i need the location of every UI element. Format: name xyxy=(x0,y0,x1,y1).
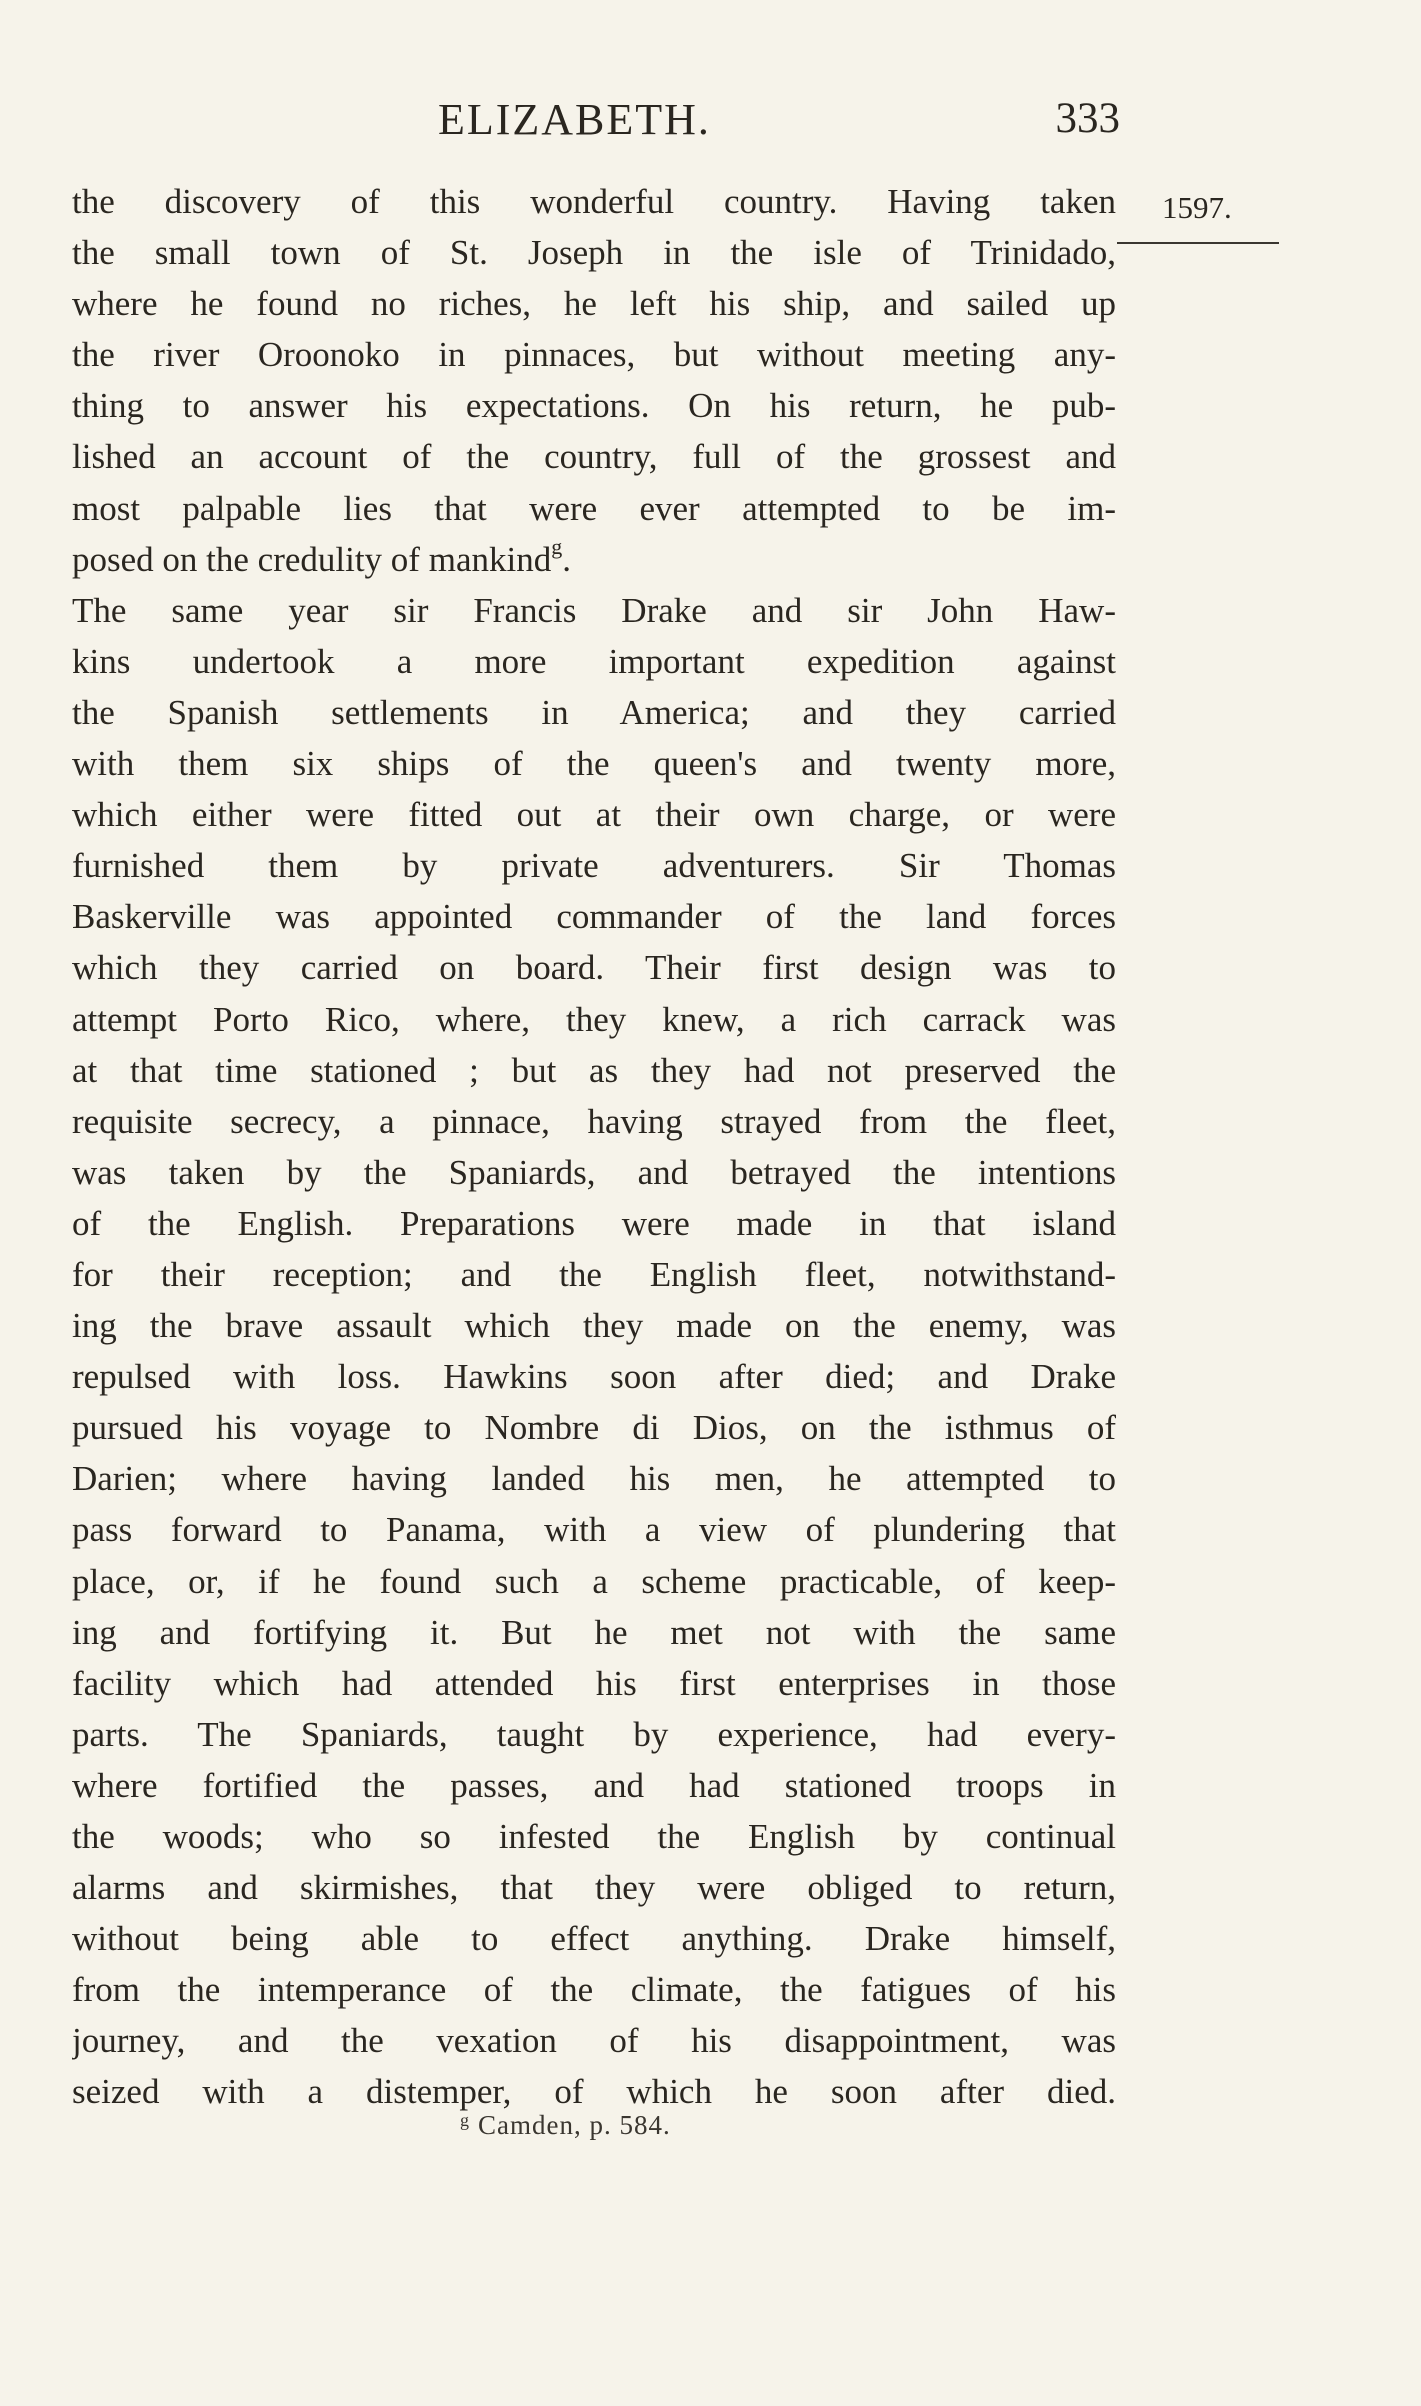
text-line: seized with a distemper, of which he soon after died. xyxy=(72,2072,1116,2112)
text-line: facility which had attended his first enterprises in those xyxy=(72,1663,1116,1703)
text-line: ing and fortifying it. But he met not with the same xyxy=(72,1612,1116,1652)
text-line: of the English. Preparations were made in that island xyxy=(72,1203,1116,1243)
text-line: for their reception; and the English fleet, notwithstand- xyxy=(72,1254,1116,1294)
text-line: thing to answer his expectations. On his return, he pub- xyxy=(72,386,1116,426)
text-line: at that time stationed ; but as they had not preserved the xyxy=(72,1050,1116,1090)
text-line: journey, and the vexation of his disappointment, was xyxy=(72,2021,1116,2061)
text-line: alarms and skirmishes, that they were obliged to return, xyxy=(72,1868,1116,1908)
margin-year: 1597. xyxy=(1162,190,1232,225)
text-line: pass forward to Panama, with a view of plundering that xyxy=(72,1510,1116,1550)
text-line: which either were fitted out at their own charge, or were xyxy=(72,795,1116,835)
text-line: the discovery of this wonderful country. Having taken xyxy=(72,182,1116,221)
text-line: kins undertook a more important expedition against xyxy=(72,641,1116,681)
text-line: most palpable lies that were ever attempted to be im- xyxy=(72,488,1116,528)
text-line: the river Oroonoko in pinnaces, but without meeting any- xyxy=(72,335,1116,375)
text-line: place, or, if he found such a scheme practicable, of keep- xyxy=(72,1561,1116,1601)
text-line: Baskerville was appointed commander of the land forces xyxy=(72,897,1116,937)
page-number: 333 xyxy=(1055,95,1120,142)
text-line: ing the brave assault which they made on the enemy, was xyxy=(72,1306,1116,1346)
text-line: requisite secrecy, a pinnace, having strayed from the fleet, xyxy=(72,1101,1116,1141)
text-line: furnished them by private adventurers. Sir Thomas xyxy=(72,846,1116,886)
text-line: from the intemperance of the climate, the fatigues of his xyxy=(72,1970,1116,2010)
text-line: attempt Porto Rico, where, they knew, a rich carrack was xyxy=(72,999,1116,1039)
text-line-with-footnote xyxy=(72,534,1116,585)
text-line: parts. The Spaniards, taught by experience, had every- xyxy=(72,1714,1116,1754)
text-line: the woods; who so infested the English by continual xyxy=(72,1817,1116,1856)
text-line: lished an account of the country, full of the grossest and xyxy=(72,437,1116,477)
text-line-content: posed on the credulity of mankind xyxy=(72,539,552,579)
text-line: the small town of St. Joseph in the isle of Trinidado, xyxy=(72,233,1116,273)
text-line: repulsed with loss. Hawkins soon after died; and Drake xyxy=(72,1357,1116,1397)
running-title: ELIZABETH. xyxy=(438,95,711,144)
margin-rule xyxy=(1117,242,1279,244)
text-line: with them six ships of the queen's and twenty more, xyxy=(72,744,1116,784)
text-line: Darien; where having landed his men, he attempted to xyxy=(72,1459,1116,1499)
text-line: where he found no riches, he left his ship, and sailed up xyxy=(72,284,1116,324)
text-line: the Spanish settlements in America; and they carried xyxy=(72,692,1116,732)
text-line: was taken by the Spaniards, and betrayed the intentions xyxy=(72,1152,1116,1192)
footnote-text: Camden, p. 584. xyxy=(478,2110,671,2140)
footnote xyxy=(460,2110,671,2141)
sentence-end: . xyxy=(562,539,571,579)
footnote-mark: g xyxy=(460,2110,470,2130)
text-line: without being able to effect anything. Drake himself, xyxy=(72,1919,1116,1959)
footnote-reference: g xyxy=(551,534,563,559)
body-text xyxy=(72,176,1116,2118)
text-line: which they carried on board. Their first design was to xyxy=(72,948,1116,988)
text-line: The same year sir Francis Drake and sir John Haw- xyxy=(72,590,1116,630)
running-head xyxy=(420,94,1120,150)
text-line: pursued his voyage to Nombre di Dios, on the isthmus of xyxy=(72,1408,1116,1448)
text-line: where fortified the passes, and had stationed troops in xyxy=(72,1765,1116,1805)
